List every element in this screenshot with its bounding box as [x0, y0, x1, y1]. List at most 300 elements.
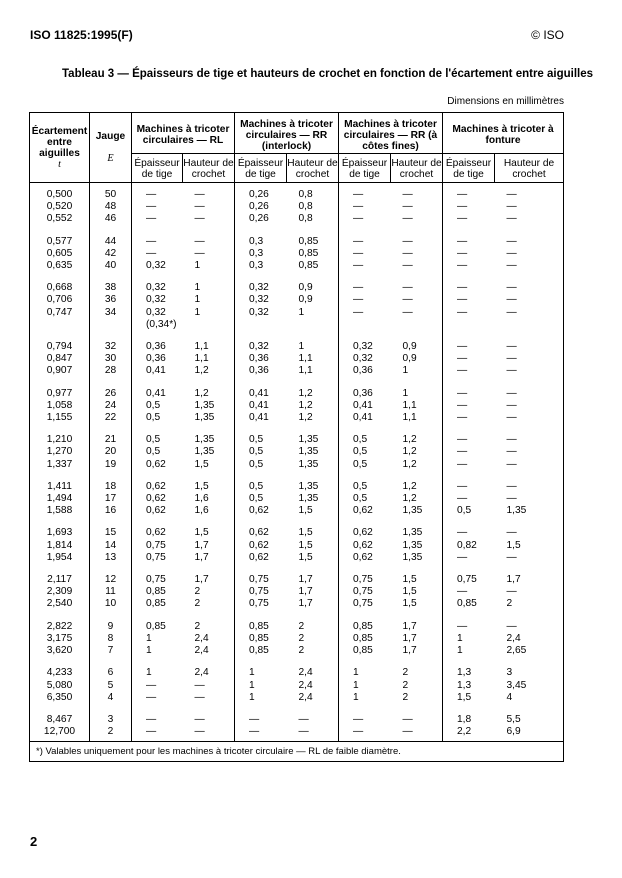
cell-interlock-hauteur: 1,7 [287, 586, 339, 598]
iso-mark: © ISO [531, 28, 564, 42]
cell-fonture-epaisseur: 1 [443, 645, 495, 657]
cell-interlock-hauteur: 1,5 [287, 540, 339, 552]
cell-interlock-epaisseur: 0,5 [235, 446, 287, 458]
cell-rl-epaisseur: 1 [132, 633, 183, 645]
cell-ecartement: 2,309 [30, 586, 90, 598]
cell-rl-epaisseur: — [132, 704, 183, 726]
table-row [30, 365, 564, 377]
cell-fonture-epaisseur: — [443, 459, 495, 471]
cell-rl-hauteur: — [183, 692, 235, 704]
cell-cotes-epaisseur: — [339, 201, 391, 213]
cell-fonture-hauteur: — [495, 493, 564, 505]
page-number: 2 [30, 834, 38, 849]
cell-interlock-epaisseur: 0,41 [235, 378, 287, 400]
cell-cotes-epaisseur: 0,5 [339, 493, 391, 505]
cell-fonture-epaisseur: — [443, 424, 495, 446]
cell-fonture-epaisseur: — [443, 446, 495, 458]
cell-interlock-hauteur: 1,7 [287, 564, 339, 586]
cell-cotes-epaisseur: 0,75 [339, 564, 391, 586]
cell-fonture-epaisseur: 0,75 [443, 564, 495, 586]
cell-interlock-epaisseur: 0,85 [235, 611, 287, 633]
table-row [30, 611, 564, 633]
cell-jauge: 21 [90, 424, 132, 446]
cell-jauge: 5 [90, 680, 132, 692]
cell-cotes-epaisseur: 0,41 [339, 412, 391, 424]
cell-jauge: 16 [90, 505, 132, 517]
cell-rl-hauteur: — [183, 704, 235, 726]
cell-interlock-epaisseur: 0,5 [235, 493, 287, 505]
cell-jauge: 20 [90, 446, 132, 458]
cell-cotes-epaisseur: 1 [339, 680, 391, 692]
cell-rl-epaisseur: 0,32 [132, 294, 183, 306]
cell-rl-epaisseur: — [132, 183, 183, 202]
cell-interlock-epaisseur: 0,32 [235, 331, 287, 353]
cell-rl-epaisseur: 0,85 [132, 598, 183, 610]
cell-interlock-epaisseur: 1 [235, 657, 287, 679]
cell-rl-hauteur: 1,2 [183, 378, 235, 400]
cell-fonture-hauteur: 2,4 [495, 633, 564, 645]
cell-interlock-epaisseur: 0,32 [235, 294, 287, 306]
cell-interlock-epaisseur: 0,75 [235, 598, 287, 610]
table-row [30, 459, 564, 471]
cell-ecartement: 0,552 [30, 213, 90, 225]
cell-ecartement: 1,210 [30, 424, 90, 446]
cell-ecartement: 2,117 [30, 564, 90, 586]
cell-rl-epaisseur: — [132, 201, 183, 213]
header-ecartement-label: Écartement entre aiguilles [31, 125, 88, 159]
cell-rl-hauteur: 1 [183, 260, 235, 272]
cell-cotes-hauteur: — [391, 726, 443, 742]
cell-ecartement: 2,540 [30, 598, 90, 610]
cell-rl-epaisseur: 0,5 [132, 412, 183, 424]
cell-interlock-hauteur: 1,35 [287, 446, 339, 458]
cell-rl-epaisseur: 0,62 [132, 517, 183, 539]
cell-fonture-hauteur: — [495, 459, 564, 471]
cell-ecartement: 2,822 [30, 611, 90, 633]
cell-rl-hauteur: — [183, 226, 235, 248]
cell-cotes-hauteur: 1,5 [391, 598, 443, 610]
table-row [30, 552, 564, 564]
subheader-hauteur: Hauteur de crochet [391, 154, 443, 183]
cell-rl-epaisseur: 0,41 [132, 378, 183, 400]
cell-rl-hauteur: 1,2 [183, 365, 235, 377]
cell-rl-hauteur: 1,5 [183, 471, 235, 493]
cell-interlock-hauteur: 1,1 [287, 353, 339, 365]
cell-cotes-hauteur: 0,9 [391, 331, 443, 353]
cell-jauge: 8 [90, 633, 132, 645]
cell-interlock-hauteur: 0,9 [287, 272, 339, 294]
cell-cotes-hauteur: 1,7 [391, 645, 443, 657]
cell-rl-epaisseur: 0,41 [132, 365, 183, 377]
cell-cotes-epaisseur: — [339, 704, 391, 726]
cell-cotes-hauteur: 1,5 [391, 564, 443, 586]
cell-cotes-epaisseur: 0,5 [339, 471, 391, 493]
cell-rl-epaisseur: — [132, 680, 183, 692]
cell-fonture-epaisseur: 0,85 [443, 598, 495, 610]
cell-rl-hauteur: 2,4 [183, 657, 235, 679]
cell-jauge: 30 [90, 353, 132, 365]
cell-fonture-hauteur: 1,5 [495, 540, 564, 552]
cell-interlock-epaisseur: 0,3 [235, 248, 287, 260]
cell-jauge: 46 [90, 213, 132, 225]
cell-jauge: 7 [90, 645, 132, 657]
cell-rl-hauteur: 1,6 [183, 505, 235, 517]
cell-jauge: 26 [90, 378, 132, 400]
footnote: *) Valables uniquement pour les machines à tricoter circulaire — RL de faible diamètre. [30, 742, 564, 761]
cell-cotes-hauteur: — [391, 183, 443, 202]
header-jauge-symbol: E [107, 153, 114, 164]
cell-rl-hauteur: — [183, 183, 235, 202]
cell-rl-epaisseur: — [132, 226, 183, 248]
cell-jauge: 9 [90, 611, 132, 633]
cell-rl-hauteur: 1,6 [183, 493, 235, 505]
subheader-epaisseur: Épaisseur de tige [339, 154, 391, 183]
cell-rl-hauteur: 1,1 [183, 353, 235, 365]
cell-rl-hauteur: 1,7 [183, 552, 235, 564]
cell-ecartement: 12,700 [30, 726, 90, 742]
cell-interlock-hauteur: 2,4 [287, 657, 339, 679]
header-group-rr-interlock: Machines à tricoter circulaires — RR (interlock) [235, 113, 339, 154]
cell-rl-epaisseur: 0,62 [132, 505, 183, 517]
cell-interlock-epaisseur: 0,85 [235, 645, 287, 657]
cell-cotes-epaisseur: — [339, 726, 391, 742]
table-row [30, 272, 564, 294]
cell-fonture-hauteur: 4 [495, 692, 564, 704]
cell-fonture-hauteur: 5,5 [495, 704, 564, 726]
cell-fonture-epaisseur: — [443, 412, 495, 424]
cell-interlock-epaisseur: 0,5 [235, 471, 287, 493]
cell-ecartement: 0,847 [30, 353, 90, 365]
cell-rl-epaisseur: 0,5 [132, 424, 183, 446]
cell-fonture-epaisseur: — [443, 493, 495, 505]
cell-interlock-epaisseur: 0,5 [235, 459, 287, 471]
table-row [30, 201, 564, 213]
cell-cotes-hauteur: 1,1 [391, 400, 443, 412]
table-row [30, 586, 564, 598]
cell-fonture-epaisseur: — [443, 353, 495, 365]
cell-interlock-epaisseur: 0,26 [235, 213, 287, 225]
cell-cotes-epaisseur: 0,36 [339, 365, 391, 377]
cell-rl-hauteur: 1,7 [183, 564, 235, 586]
cell-jauge [90, 319, 132, 331]
cell-fonture-hauteur: 1,7 [495, 564, 564, 586]
cell-cotes-epaisseur: 0,5 [339, 446, 391, 458]
cell-cotes-hauteur: — [391, 248, 443, 260]
table-row [30, 353, 564, 365]
table-body [30, 183, 564, 742]
cell-interlock-hauteur: 1,5 [287, 505, 339, 517]
cell-ecartement: 1,270 [30, 446, 90, 458]
cell-cotes-hauteur: 1,35 [391, 552, 443, 564]
cell-fonture-epaisseur: 0,82 [443, 540, 495, 552]
cell-cotes-epaisseur: 0,85 [339, 633, 391, 645]
cell-interlock-epaisseur: 0,62 [235, 505, 287, 517]
cell-rl-epaisseur: 0,85 [132, 586, 183, 598]
subheader-hauteur: Hauteur de crochet [495, 154, 564, 183]
table-row [30, 319, 564, 331]
cell-cotes-hauteur: — [391, 272, 443, 294]
cell-ecartement: 0,977 [30, 378, 90, 400]
cell-interlock-epaisseur: 0,32 [235, 272, 287, 294]
cell-fonture-epaisseur [443, 319, 495, 331]
table-row [30, 517, 564, 539]
cell-fonture-hauteur: — [495, 331, 564, 353]
cell-interlock-hauteur: 1 [287, 307, 339, 319]
table-row [30, 412, 564, 424]
cell-cotes-epaisseur: 0,62 [339, 505, 391, 517]
cell-ecartement: 0,605 [30, 248, 90, 260]
cell-rl-hauteur: 1,35 [183, 412, 235, 424]
cell-rl-epaisseur: 0,62 [132, 493, 183, 505]
table-row [30, 248, 564, 260]
cell-ecartement: 1,411 [30, 471, 90, 493]
cell-ecartement: 1,588 [30, 505, 90, 517]
cell-interlock-hauteur [287, 319, 339, 331]
cell-interlock-hauteur: 1,2 [287, 378, 339, 400]
cell-interlock-hauteur: 1,2 [287, 400, 339, 412]
cell-cotes-hauteur: 1,5 [391, 586, 443, 598]
cell-jauge: 3 [90, 704, 132, 726]
table-row [30, 378, 564, 400]
cell-interlock-epaisseur: — [235, 726, 287, 742]
cell-fonture-epaisseur: — [443, 611, 495, 633]
cell-cotes-epaisseur: 1 [339, 692, 391, 704]
table-row [30, 213, 564, 225]
cell-fonture-epaisseur: 0,5 [443, 505, 495, 517]
cell-cotes-epaisseur: — [339, 226, 391, 248]
cell-interlock-hauteur: 1 [287, 331, 339, 353]
cell-ecartement: 1,058 [30, 400, 90, 412]
cell-interlock-hauteur: 1,5 [287, 552, 339, 564]
cell-cotes-epaisseur: 0,85 [339, 645, 391, 657]
cell-ecartement: 4,233 [30, 657, 90, 679]
cell-fonture-epaisseur: — [443, 586, 495, 598]
cell-fonture-hauteur: — [495, 378, 564, 400]
cell-cotes-epaisseur: 0,62 [339, 540, 391, 552]
cell-fonture-hauteur: 3 [495, 657, 564, 679]
cell-rl-hauteur: — [183, 248, 235, 260]
cell-interlock-hauteur: 0,85 [287, 260, 339, 272]
cell-rl-hauteur: — [183, 213, 235, 225]
cell-fonture-hauteur: 1,35 [495, 505, 564, 517]
cell-ecartement: 1,954 [30, 552, 90, 564]
cell-cotes-epaisseur: — [339, 248, 391, 260]
cell-cotes-hauteur: — [391, 213, 443, 225]
cell-interlock-hauteur: 1,5 [287, 517, 339, 539]
cell-ecartement: 0,907 [30, 365, 90, 377]
table-row [30, 692, 564, 704]
cell-cotes-hauteur: 1,7 [391, 611, 443, 633]
cell-jauge: 6 [90, 657, 132, 679]
cell-rl-hauteur: 1,35 [183, 446, 235, 458]
document-id: ISO 11825:1995(F) [30, 28, 133, 42]
cell-fonture-epaisseur: 1,3 [443, 657, 495, 679]
cell-fonture-hauteur: — [495, 424, 564, 446]
cell-interlock-epaisseur: 0,75 [235, 586, 287, 598]
cell-jauge: 10 [90, 598, 132, 610]
cell-rl-epaisseur: 0,5 [132, 446, 183, 458]
cell-fonture-epaisseur: 1,8 [443, 704, 495, 726]
cell-jauge: 32 [90, 331, 132, 353]
table-row [30, 471, 564, 493]
cell-interlock-epaisseur [235, 319, 287, 331]
cell-cotes-epaisseur: 0,32 [339, 331, 391, 353]
cell-interlock-hauteur: 1,2 [287, 412, 339, 424]
cell-interlock-epaisseur: 0,62 [235, 540, 287, 552]
cell-ecartement: 1,337 [30, 459, 90, 471]
cell-ecartement: 8,467 [30, 704, 90, 726]
table-row [30, 680, 564, 692]
cell-fonture-hauteur: 3,45 [495, 680, 564, 692]
cell-jauge: 14 [90, 540, 132, 552]
cell-jauge: 28 [90, 365, 132, 377]
cell-jauge: 36 [90, 294, 132, 306]
cell-fonture-epaisseur: 1,3 [443, 680, 495, 692]
cell-ecartement: 0,747 [30, 307, 90, 319]
cell-cotes-epaisseur: 0,41 [339, 400, 391, 412]
table-row [30, 226, 564, 248]
cell-interlock-hauteur: 2 [287, 611, 339, 633]
cell-interlock-hauteur: 1,7 [287, 598, 339, 610]
cell-cotes-hauteur: 1 [391, 365, 443, 377]
cell-rl-epaisseur: 1 [132, 657, 183, 679]
cell-cotes-epaisseur: — [339, 272, 391, 294]
cell-cotes-hauteur: 1,35 [391, 505, 443, 517]
cell-fonture-hauteur: 6,9 [495, 726, 564, 742]
cell-cotes-epaisseur: — [339, 294, 391, 306]
cell-cotes-epaisseur: 1 [339, 657, 391, 679]
cell-jauge: 38 [90, 272, 132, 294]
cell-fonture-hauteur: — [495, 353, 564, 365]
cell-cotes-hauteur: 1,2 [391, 424, 443, 446]
cell-ecartement: 1,693 [30, 517, 90, 539]
table-row [30, 400, 564, 412]
table-title: Tableau 3 — Épaisseurs de tige et hauteurs de crochet en fonction de l'écartement entre aiguilles [62, 68, 594, 80]
cell-interlock-hauteur: 1,35 [287, 493, 339, 505]
cell-cotes-hauteur: — [391, 260, 443, 272]
units-note: Dimensions en millimètres [447, 96, 564, 107]
cell-ecartement: 1,814 [30, 540, 90, 552]
cell-interlock-epaisseur: 0,41 [235, 400, 287, 412]
cell-cotes-hauteur: — [391, 704, 443, 726]
cell-fonture-epaisseur: — [443, 183, 495, 202]
table-row [30, 260, 564, 272]
cell-cotes-hauteur [391, 319, 443, 331]
cell-cotes-hauteur: 1,35 [391, 540, 443, 552]
table-row [30, 424, 564, 446]
table-row [30, 493, 564, 505]
cell-fonture-epaisseur: — [443, 294, 495, 306]
cell-interlock-epaisseur: 1 [235, 680, 287, 692]
cell-ecartement: 0,794 [30, 331, 90, 353]
cell-rl-hauteur: — [183, 680, 235, 692]
cell-jauge: 42 [90, 248, 132, 260]
cell-interlock-hauteur: 0,85 [287, 226, 339, 248]
cell-ecartement: 0,706 [30, 294, 90, 306]
cell-cotes-epaisseur: — [339, 307, 391, 319]
cell-rl-hauteur: 2 [183, 611, 235, 633]
cell-ecartement: 0,668 [30, 272, 90, 294]
cell-fonture-epaisseur: 1,5 [443, 692, 495, 704]
cell-jauge: 50 [90, 183, 132, 202]
cell-cotes-hauteur: 1,2 [391, 493, 443, 505]
cell-fonture-hauteur: — [495, 272, 564, 294]
table-row [30, 657, 564, 679]
cell-ecartement: 5,080 [30, 680, 90, 692]
table-row [30, 633, 564, 645]
cell-cotes-epaisseur: 0,36 [339, 378, 391, 400]
cell-rl-hauteur: 1,5 [183, 459, 235, 471]
cell-ecartement: 3,620 [30, 645, 90, 657]
footnote-row [30, 742, 564, 761]
cell-rl-hauteur: 1,7 [183, 540, 235, 552]
table-row [30, 645, 564, 657]
table-row [30, 704, 564, 726]
cell-rl-hauteur: 1,5 [183, 517, 235, 539]
cell-cotes-epaisseur: — [339, 260, 391, 272]
cell-ecartement: 1,494 [30, 493, 90, 505]
cell-rl-epaisseur: 0,62 [132, 459, 183, 471]
table-row [30, 540, 564, 552]
cell-rl-epaisseur: — [132, 726, 183, 742]
cell-ecartement: 6,350 [30, 692, 90, 704]
cell-cotes-epaisseur: 0,5 [339, 424, 391, 446]
cell-fonture-epaisseur: — [443, 331, 495, 353]
cell-rl-epaisseur: 0,32 [132, 272, 183, 294]
cell-fonture-epaisseur: — [443, 248, 495, 260]
cell-rl-hauteur: 2 [183, 586, 235, 598]
cell-rl-hauteur: 2,4 [183, 645, 235, 657]
cell-rl-hauteur: 1 [183, 272, 235, 294]
cell-jauge: 17 [90, 493, 132, 505]
cell-cotes-hauteur: 1,2 [391, 459, 443, 471]
cell-interlock-epaisseur: 0,62 [235, 552, 287, 564]
cell-jauge: 12 [90, 564, 132, 586]
header-jauge [90, 113, 132, 183]
header-ecartement [30, 113, 90, 183]
subheader-hauteur: Hauteur de crochet [287, 154, 339, 183]
table-row [30, 564, 564, 586]
cell-rl-epaisseur: 0,32 [132, 260, 183, 272]
cell-fonture-hauteur: — [495, 517, 564, 539]
cell-fonture-epaisseur: 2,2 [443, 726, 495, 742]
cell-cotes-epaisseur: 0,75 [339, 586, 391, 598]
cell-rl-hauteur: 2 [183, 598, 235, 610]
cell-cotes-epaisseur: — [339, 183, 391, 202]
cell-rl-hauteur [183, 319, 235, 331]
cell-interlock-hauteur: — [287, 704, 339, 726]
cell-rl-hauteur: — [183, 201, 235, 213]
cell-jauge: 24 [90, 400, 132, 412]
cell-fonture-epaisseur: — [443, 552, 495, 564]
cell-fonture-epaisseur: — [443, 226, 495, 248]
table-row [30, 446, 564, 458]
cell-rl-epaisseur: 0,75 [132, 552, 183, 564]
cell-jauge: 40 [90, 260, 132, 272]
cell-interlock-hauteur: 1,35 [287, 459, 339, 471]
cell-jauge: 18 [90, 471, 132, 493]
cell-interlock-epaisseur: 1 [235, 692, 287, 704]
cell-interlock-epaisseur: 0,26 [235, 201, 287, 213]
header-group-fonture: Machines à tricoter à fonture [443, 113, 564, 154]
header-jauge-label: Jauge [95, 131, 126, 142]
cell-rl-epaisseur: 0,62 [132, 471, 183, 493]
cell-cotes-epaisseur: 0,85 [339, 611, 391, 633]
cell-rl-epaisseur: 0,5 [132, 400, 183, 412]
cell-rl-epaisseur: 0,36 [132, 353, 183, 365]
cell-fonture-epaisseur: — [443, 213, 495, 225]
table-row [30, 307, 564, 319]
